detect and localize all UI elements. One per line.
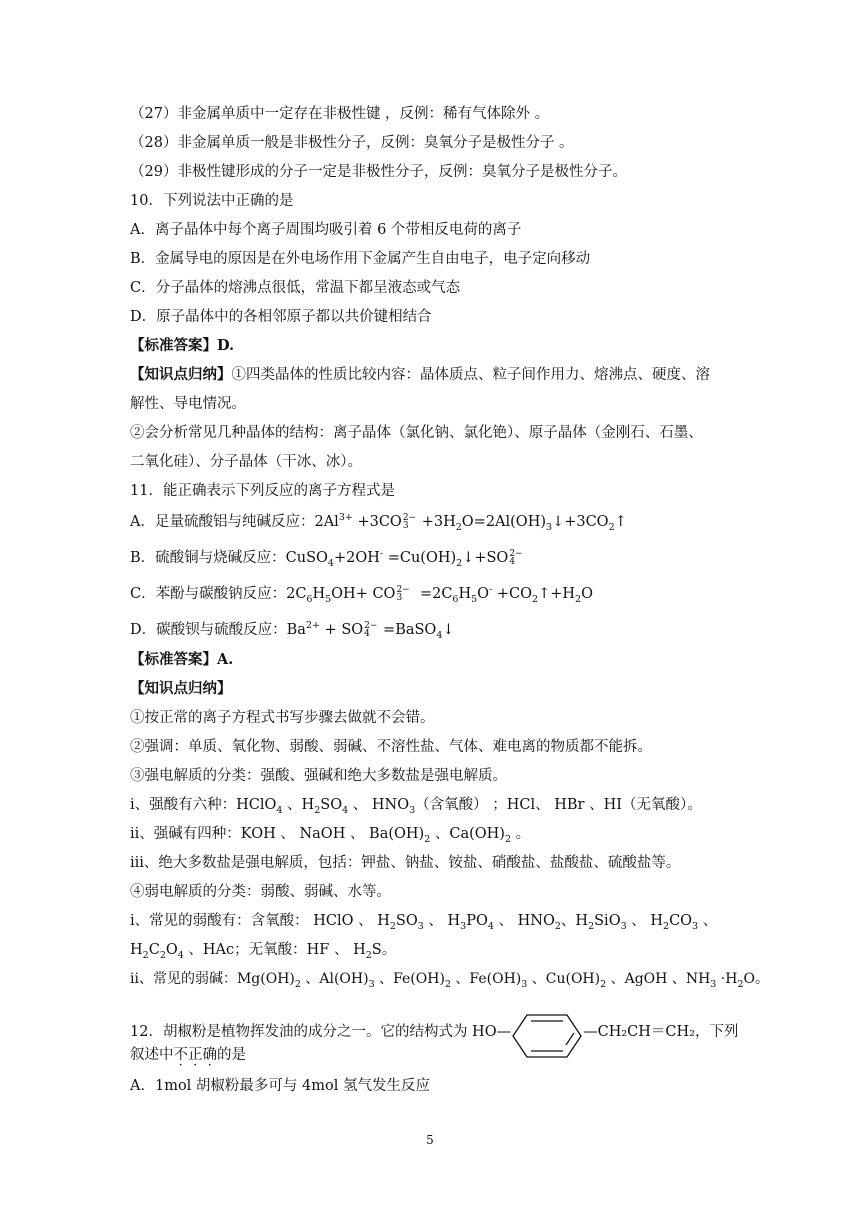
question-11-option-c: C．苯酚与碳酸钠反应：$2C_6H_5OH+$ CO 2− 3 $=2C_6H_5O^-$ $+CO_2↑+H_2O$ xyxy=(130,584,593,605)
knowledge-11-line-1: ①按正常的离子方程式书写步骤去做就不会错。 xyxy=(130,710,435,726)
knowledge-label: 【知识点归纳】 xyxy=(130,366,232,383)
question-10-option-a: A．离子晶体中每个离子周围均吸引着 6 个带相反电荷的离子 xyxy=(130,222,522,238)
knowledge-11-weak-bases: ⅱ、常见的弱碱：$Mg(OH)_2$ 、$Al(OH)_3$ 、$Fe(OH)_2$ 、$Fe(OH)_3$ 、$Cu(OH)_2$ 、AgOH 、$NH_3 \cdot H_2O$。 xyxy=(130,971,769,990)
page-number: 5 xyxy=(426,1133,434,1147)
item-29: （29）非极性键形成的分子一定是非极性分子，反例：臭氧分子是极性分子。 xyxy=(130,164,627,180)
knowledge-11-salts: ⅲ、绝大多数盐是强电解质，包括：钾盐、钠盐、铵盐、硝酸盐、盐酸盐、硫酸盐等。 xyxy=(130,855,681,871)
knowledge-11-weak-acids: ⅰ、常见的弱酸有：含氧酸： HClO 、 $H_2SO_3$ 、 $H_3PO_4$ 、 $HNO_2$、$H_2SiO_3$ 、 $H_2CO_3$ 、 xyxy=(130,913,718,932)
question-10: 10．下列说法中正确的是 xyxy=(130,193,294,209)
knowledge-11-line-4: ④弱电解质的分类：弱酸、弱碱、水等。 xyxy=(130,884,391,900)
question-12-line-1: 12．胡椒粉是植物挥发油的成分之一。它的结构式为 HO— —CH₂CH＝CH₂，下列 xyxy=(130,1024,739,1040)
knowledge-11-strong-acids: ⅰ、强酸有六种：HClO$_4$ 、$H_2SO_4$ 、 $HNO_3$（含氧酸） ；HCl、 HBr 、HI（无氧酸）。 xyxy=(130,797,702,816)
answer-10: 【标准答案】D. xyxy=(130,337,235,354)
knowledge-10-line-1: 【知识点归纳】①四类晶体的性质比较内容：晶体质点、粒子间作用力、熔沸点、硬度、溶 xyxy=(130,366,710,383)
item-27: （27）非金属单质中一定存在非极性键 ，反例：稀有气体除外 。 xyxy=(130,106,550,122)
emphasis-char: 不 xyxy=(173,1047,188,1063)
question-11-option-b: B．硫酸铜与烧碱反应：CuSO$_4$+2OH- $=Cu(OH)_2↓+SO$ 2− 4 xyxy=(130,548,523,569)
knowledge-10-line-1b: 解性、导电情况。 xyxy=(130,396,246,412)
equation-d: $Ba^{2+}$ + SO 2− 4 =BaSO$_4$↓ xyxy=(286,620,455,641)
question-11-option-d: D．碳酸钡与硫酸反应：$Ba^{2+}$ + SO 2− 4 =BaSO$_4$↓ xyxy=(130,620,455,641)
knowledge-11-label: 【知识点归纳】 xyxy=(130,680,232,697)
emphasis-char: 确 xyxy=(202,1047,217,1063)
question-12-line-2: 叙述中不正确的是 xyxy=(130,1047,246,1063)
knowledge-11-strong-bases: ⅱ、强碱有四种：KOH 、 NaOH 、 $Ba(OH)_2$ 、$Ca(OH)_2$ 。 xyxy=(130,826,531,845)
question-11-option-a: A．足量硫酸铝与纯碱反应：$2Al^{3+} +3CO$ 2− 3 $+3H_2O=2Al(OH)_3↓+3CO_2↑$ xyxy=(130,512,627,533)
question-10-option-c: C．分子晶体的熔沸点很低，常温下都呈液态或气态 xyxy=(130,280,461,296)
item-28: （28）非金属单质一般是非极性分子，反例：臭氧分子是极性分子 。 xyxy=(130,135,574,151)
question-10-option-b: B．金属导电的原因是在外电场作用下金属产生自由电子，电子定向移动 xyxy=(130,251,591,267)
emphasis-char: 正 xyxy=(188,1047,203,1063)
knowledge-10-line-2: ②会分析常见几种晶体的结构：离子晶体（氯化钠、氯化铯）、原子晶体（金刚石、石墨、 xyxy=(130,425,703,441)
knowledge-10-line-2b: 二氧化硅）、分子晶体（干冰、冰）。 xyxy=(130,454,362,470)
knowledge-11-line-2: ②强调：单质、氧化物、弱酸、弱碱、不溶性盐、气体、难电离的物质都不能拆。 xyxy=(130,739,652,755)
equation-b: CuSO$_4$+2OH- $=Cu(OH)_2↓+SO$ 2− 4 xyxy=(285,548,523,569)
knowledge-11-weak-acids-2: $H_2C_2O_4$ 、HAc；无氧酸：HF 、 $H_2S$。 xyxy=(130,942,397,961)
question-10-option-d: D．原子晶体中的各相邻原子都以共价键相结合 xyxy=(130,309,432,325)
question-11: 11．能正确表示下列反应的离子方程式是 xyxy=(130,483,395,499)
knowledge-11-line-3: ③强电解质的分类：强酸、强碱和绝大多数盐是强电解质。 xyxy=(130,768,507,784)
equation-c: $2C_6H_5OH+$ CO 2− 3 $=2C_6H_5O^-$ $+CO_2↑+H_2O$ xyxy=(286,584,593,605)
equation-a: $2Al^{3+} +3CO$ 2− 3 $+3H_2O=2Al(OH)_3↓+3CO_2↑$ xyxy=(314,512,627,533)
answer-11: 【标准答案】A. xyxy=(130,651,234,668)
question-12-option-a: A．1mol 胡椒粉最多可与 4mol 氢气发生反应 xyxy=(130,1078,430,1094)
